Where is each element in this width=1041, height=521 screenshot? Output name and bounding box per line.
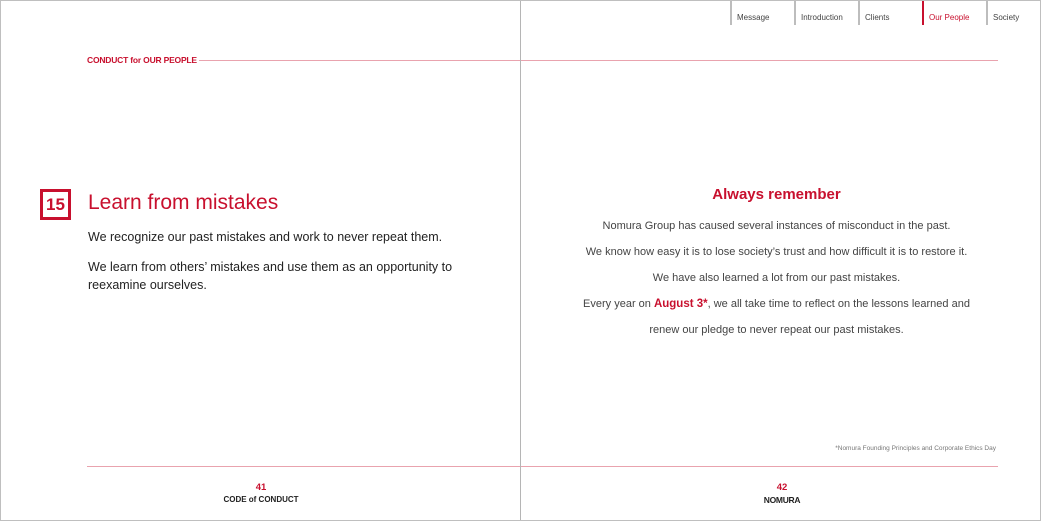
- footer-rule-left: [87, 466, 520, 467]
- right-line-5: renew our pledge to never repeat our past mistakes.: [649, 324, 904, 336]
- tab-society[interactable]: Society: [986, 1, 1041, 25]
- date-highlight: August 3*: [653, 298, 708, 310]
- tab-clients[interactable]: Clients: [858, 1, 922, 25]
- tab-our-people[interactable]: Our People: [922, 1, 986, 25]
- section-tag: [87, 55, 197, 65]
- section-tag-prefix: CONDUCT for: [87, 55, 144, 65]
- left-paragraph-2: We learn from others’ mistakes and use them as an opportunity to reexamine ourselves.: [88, 260, 453, 292]
- right-line-2: We know how easy it is to lose society’s trust and how difficult it is to restore it.: [585, 246, 968, 258]
- tab-message[interactable]: Message: [730, 1, 794, 25]
- right-line-4-suffix: , we all take time to reflect on the lessons learned and: [707, 298, 970, 310]
- footer-label: CODE of CONDUCT: [223, 495, 299, 504]
- right-line-4-prefix: Every year on: [583, 298, 654, 310]
- page-number-left: 41: [255, 482, 267, 493]
- header-rule-right: [521, 60, 998, 61]
- footer-rule-right: [521, 466, 998, 467]
- right-line-1: Nomura Group has caused several instances of misconduct in the past.: [602, 220, 951, 232]
- right-line-3: We have also learned a lot from our past mistakes.: [652, 272, 901, 284]
- page-number-right: 42: [776, 482, 788, 493]
- header-rule-left: [199, 60, 520, 61]
- item-number-badge: 15: [40, 189, 71, 220]
- nomura-logo: NOMURA: [763, 495, 801, 505]
- left-paragraph-1: We recognize our past mistakes and work to never repeat them.: [88, 230, 443, 244]
- right-line-4: [521, 298, 1032, 310]
- page-gutter: [520, 1, 521, 520]
- tab-introduction[interactable]: Introduction: [794, 1, 858, 25]
- right-title: Always remember: [712, 186, 841, 203]
- footnote: *Nomura Founding Principles and Corporate Ethics Day: [835, 445, 996, 452]
- section-tag-strong: OUR PEOPLE: [143, 55, 197, 65]
- left-title: Learn from mistakes: [88, 191, 279, 214]
